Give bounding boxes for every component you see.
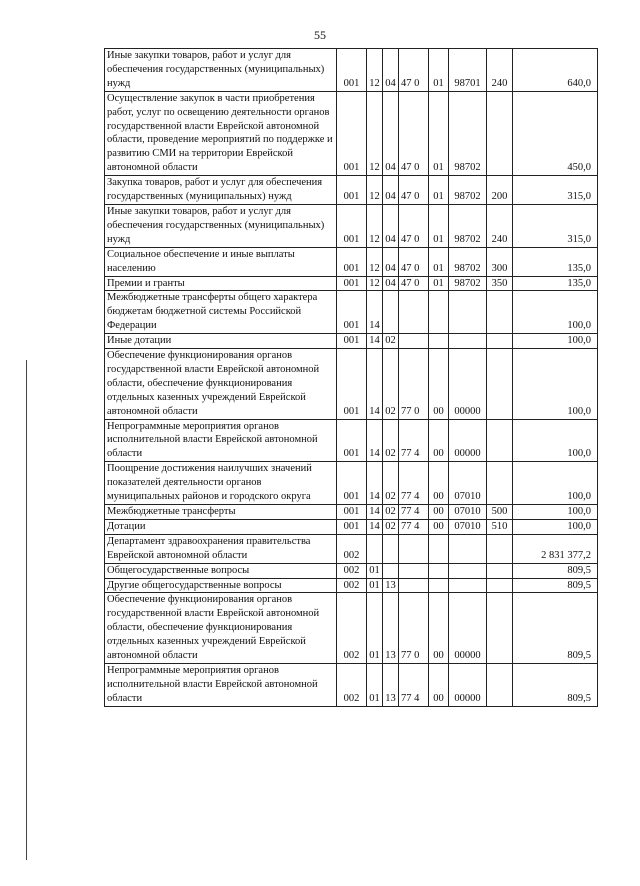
podrazdel-code: 13 — [383, 663, 399, 706]
amount: 100,0 — [513, 291, 598, 334]
target-article-direction: 98702 — [449, 176, 487, 205]
ved-code: 001 — [337, 291, 367, 334]
target-article-program: 77 0 — [399, 593, 429, 664]
table-row — [105, 519, 598, 534]
row-name: Обеспечение функционирования органов государственной власти Еврейской автономной области, обеспечение функционирования отдельных казенных учреждений Еврейской автономной области — [105, 593, 337, 664]
razdel-code — [367, 534, 383, 563]
ved-code: 002 — [337, 663, 367, 706]
podrazdel-code: 02 — [383, 519, 399, 534]
podrazdel-code: 02 — [383, 334, 399, 349]
expense-type-code: 500 — [487, 505, 513, 520]
row-name: Иные закупки товаров, работ и услуг для обеспечения государственных (муниципальных) нужд — [105, 204, 337, 247]
target-article-subprogram — [429, 291, 449, 334]
target-article-subprogram: 01 — [429, 176, 449, 205]
razdel-code: 14 — [367, 349, 383, 420]
row-name: Межбюджетные трансферты — [105, 505, 337, 520]
podrazdel-code — [383, 563, 399, 578]
ved-code: 001 — [337, 505, 367, 520]
razdel-code: 12 — [367, 49, 383, 92]
podrazdel-code: 04 — [383, 49, 399, 92]
table-row — [105, 505, 598, 520]
ved-code: 002 — [337, 563, 367, 578]
expense-type-code — [487, 462, 513, 505]
podrazdel-code: 02 — [383, 419, 399, 462]
target-article-subprogram: 00 — [429, 593, 449, 664]
podrazdel-code: 04 — [383, 247, 399, 276]
table-row — [105, 349, 598, 420]
page-number: 55 — [314, 28, 326, 42]
target-article-direction: 00000 — [449, 419, 487, 462]
target-article-program — [399, 534, 429, 563]
target-article-program: 47 0 — [399, 91, 429, 175]
row-name: Общегосударственные вопросы — [105, 563, 337, 578]
target-article-direction — [449, 563, 487, 578]
amount: 100,0 — [513, 462, 598, 505]
ved-code: 001 — [337, 276, 367, 291]
target-article-direction: 98702 — [449, 204, 487, 247]
target-article-program: 77 0 — [399, 349, 429, 420]
table-row — [105, 578, 598, 593]
target-article-subprogram — [429, 578, 449, 593]
budget-rows — [105, 49, 598, 707]
amount: 315,0 — [513, 204, 598, 247]
target-article-program — [399, 334, 429, 349]
target-article-program: 77 4 — [399, 519, 429, 534]
amount: 640,0 — [513, 49, 598, 92]
ved-code: 002 — [337, 593, 367, 664]
ved-code: 001 — [337, 247, 367, 276]
target-article-direction — [449, 578, 487, 593]
table-row — [105, 276, 598, 291]
ved-code: 001 — [337, 49, 367, 92]
target-article-direction: 98702 — [449, 91, 487, 175]
target-article-subprogram: 00 — [429, 349, 449, 420]
margin-line — [26, 360, 27, 860]
table-row — [105, 534, 598, 563]
podrazdel-code: 02 — [383, 505, 399, 520]
expense-type-code — [487, 534, 513, 563]
target-article-program: 77 4 — [399, 663, 429, 706]
row-name: Дотации — [105, 519, 337, 534]
target-article-subprogram: 00 — [429, 663, 449, 706]
amount: 100,0 — [513, 334, 598, 349]
target-article-program: 77 4 — [399, 462, 429, 505]
amount: 809,5 — [513, 563, 598, 578]
podrazdel-code: 02 — [383, 462, 399, 505]
expense-type-code — [487, 334, 513, 349]
target-article-direction — [449, 334, 487, 349]
table-row — [105, 176, 598, 205]
target-article-subprogram: 00 — [429, 519, 449, 534]
row-name: Департамент здравоохранения правительства Еврейской автономной области — [105, 534, 337, 563]
podrazdel-code: 04 — [383, 204, 399, 247]
razdel-code: 14 — [367, 505, 383, 520]
amount: 100,0 — [513, 519, 598, 534]
target-article-direction: 00000 — [449, 593, 487, 664]
ved-code: 001 — [337, 91, 367, 175]
row-name: Иные закупки товаров, работ и услуг для обеспечения государственных (муниципальных) нужд — [105, 49, 337, 92]
expense-type-code — [487, 563, 513, 578]
row-name: Социальное обеспечение и иные выплаты населению — [105, 247, 337, 276]
table-row — [105, 593, 598, 664]
razdel-code: 12 — [367, 176, 383, 205]
target-article-subprogram — [429, 563, 449, 578]
target-article-program: 47 0 — [399, 176, 429, 205]
target-article-program: 47 0 — [399, 204, 429, 247]
target-article-direction: 07010 — [449, 519, 487, 534]
amount: 100,0 — [513, 419, 598, 462]
target-article-direction — [449, 291, 487, 334]
target-article-direction: 07010 — [449, 462, 487, 505]
target-article-direction — [449, 534, 487, 563]
target-article-subprogram: 00 — [429, 419, 449, 462]
razdel-code: 12 — [367, 204, 383, 247]
amount: 450,0 — [513, 91, 598, 175]
podrazdel-code — [383, 291, 399, 334]
razdel-code: 14 — [367, 334, 383, 349]
razdel-code: 14 — [367, 291, 383, 334]
razdel-code: 12 — [367, 276, 383, 291]
podrazdel-code: 13 — [383, 593, 399, 664]
target-article-subprogram: 00 — [429, 462, 449, 505]
razdel-code: 12 — [367, 91, 383, 175]
target-article-program — [399, 578, 429, 593]
target-article-program: 77 4 — [399, 419, 429, 462]
expense-type-code — [487, 578, 513, 593]
amount: 809,5 — [513, 663, 598, 706]
amount: 135,0 — [513, 276, 598, 291]
podrazdel-code: 04 — [383, 276, 399, 291]
row-name: Премии и гранты — [105, 276, 337, 291]
row-name: Непрограммные мероприятия органов исполнительной власти Еврейской автономной области — [105, 419, 337, 462]
target-article-subprogram — [429, 334, 449, 349]
amount: 100,0 — [513, 349, 598, 420]
ved-code: 001 — [337, 176, 367, 205]
podrazdel-code — [383, 534, 399, 563]
budget-table — [104, 48, 598, 707]
amount: 135,0 — [513, 247, 598, 276]
ved-code: 002 — [337, 578, 367, 593]
expense-type-code — [487, 419, 513, 462]
target-article-subprogram: 01 — [429, 49, 449, 92]
table-row — [105, 462, 598, 505]
expense-type-code: 300 — [487, 247, 513, 276]
target-article-direction: 98702 — [449, 247, 487, 276]
expense-type-code — [487, 663, 513, 706]
table-row — [105, 91, 598, 175]
target-article-direction: 00000 — [449, 663, 487, 706]
expense-type-code — [487, 593, 513, 664]
expense-type-code: 350 — [487, 276, 513, 291]
table-row — [105, 334, 598, 349]
target-article-program — [399, 563, 429, 578]
row-name: Обеспечение функционирования органов государственной власти Еврейской автономной области, обеспечение функционирования отдельных казенных учреждений Еврейской автономной области — [105, 349, 337, 420]
target-article-direction: 98702 — [449, 276, 487, 291]
razdel-code: 14 — [367, 519, 383, 534]
expense-type-code — [487, 291, 513, 334]
ved-code: 001 — [337, 334, 367, 349]
target-article-program: 77 4 — [399, 505, 429, 520]
table-row — [105, 49, 598, 92]
table-row — [105, 291, 598, 334]
row-name: Осуществление закупок в части приобретения работ, услуг по освещению деятельности органов государственной власти Еврейской автономной области, проведение мероприятий по поддержке и развитию СМИ на территории Еврейской автономной области — [105, 91, 337, 175]
razdel-code: 01 — [367, 578, 383, 593]
expense-type-code: 240 — [487, 204, 513, 247]
ved-code: 001 — [337, 349, 367, 420]
table-row — [105, 563, 598, 578]
target-article-direction: 07010 — [449, 505, 487, 520]
expense-type-code: 240 — [487, 49, 513, 92]
table-row — [105, 419, 598, 462]
row-name: Межбюджетные трансферты общего характера бюджетам бюджетной системы Российской Федерации — [105, 291, 337, 334]
expense-type-code — [487, 349, 513, 420]
target-article-subprogram: 00 — [429, 505, 449, 520]
row-name: Закупка товаров, работ и услуг для обеспечения государственных (муниципальных) нужд — [105, 176, 337, 205]
target-article-program — [399, 291, 429, 334]
podrazdel-code: 04 — [383, 91, 399, 175]
table-row — [105, 247, 598, 276]
razdel-code: 01 — [367, 593, 383, 664]
table-row — [105, 204, 598, 247]
expense-type-code: 510 — [487, 519, 513, 534]
target-article-program: 47 0 — [399, 49, 429, 92]
expense-type-code — [487, 91, 513, 175]
ved-code: 001 — [337, 204, 367, 247]
target-article-direction: 98701 — [449, 49, 487, 92]
amount: 100,0 — [513, 505, 598, 520]
table-row — [105, 663, 598, 706]
row-name: Непрограммные мероприятия органов исполнительной власти Еврейской автономной области — [105, 663, 337, 706]
ved-code: 001 — [337, 519, 367, 534]
target-article-direction: 00000 — [449, 349, 487, 420]
podrazdel-code: 04 — [383, 176, 399, 205]
target-article-subprogram: 01 — [429, 247, 449, 276]
target-article-program: 47 0 — [399, 247, 429, 276]
row-name: Поощрение достижения наилучших значений показателей деятельности органов муниципальных районов и городского округа — [105, 462, 337, 505]
ved-code: 002 — [337, 534, 367, 563]
target-article-subprogram: 01 — [429, 276, 449, 291]
razdel-code: 14 — [367, 462, 383, 505]
amount: 809,5 — [513, 593, 598, 664]
target-article-subprogram: 01 — [429, 91, 449, 175]
razdel-code: 14 — [367, 419, 383, 462]
row-name: Иные дотации — [105, 334, 337, 349]
amount: 315,0 — [513, 176, 598, 205]
ved-code: 001 — [337, 462, 367, 505]
amount: 2 831 377,2 — [513, 534, 598, 563]
razdel-code: 12 — [367, 247, 383, 276]
expense-type-code: 200 — [487, 176, 513, 205]
amount: 809,5 — [513, 578, 598, 593]
target-article-program: 47 0 — [399, 276, 429, 291]
row-name: Другие общегосударственные вопросы — [105, 578, 337, 593]
razdel-code: 01 — [367, 663, 383, 706]
target-article-subprogram — [429, 534, 449, 563]
target-article-subprogram: 01 — [429, 204, 449, 247]
razdel-code: 01 — [367, 563, 383, 578]
podrazdel-code: 13 — [383, 578, 399, 593]
podrazdel-code: 02 — [383, 349, 399, 420]
ved-code: 001 — [337, 419, 367, 462]
